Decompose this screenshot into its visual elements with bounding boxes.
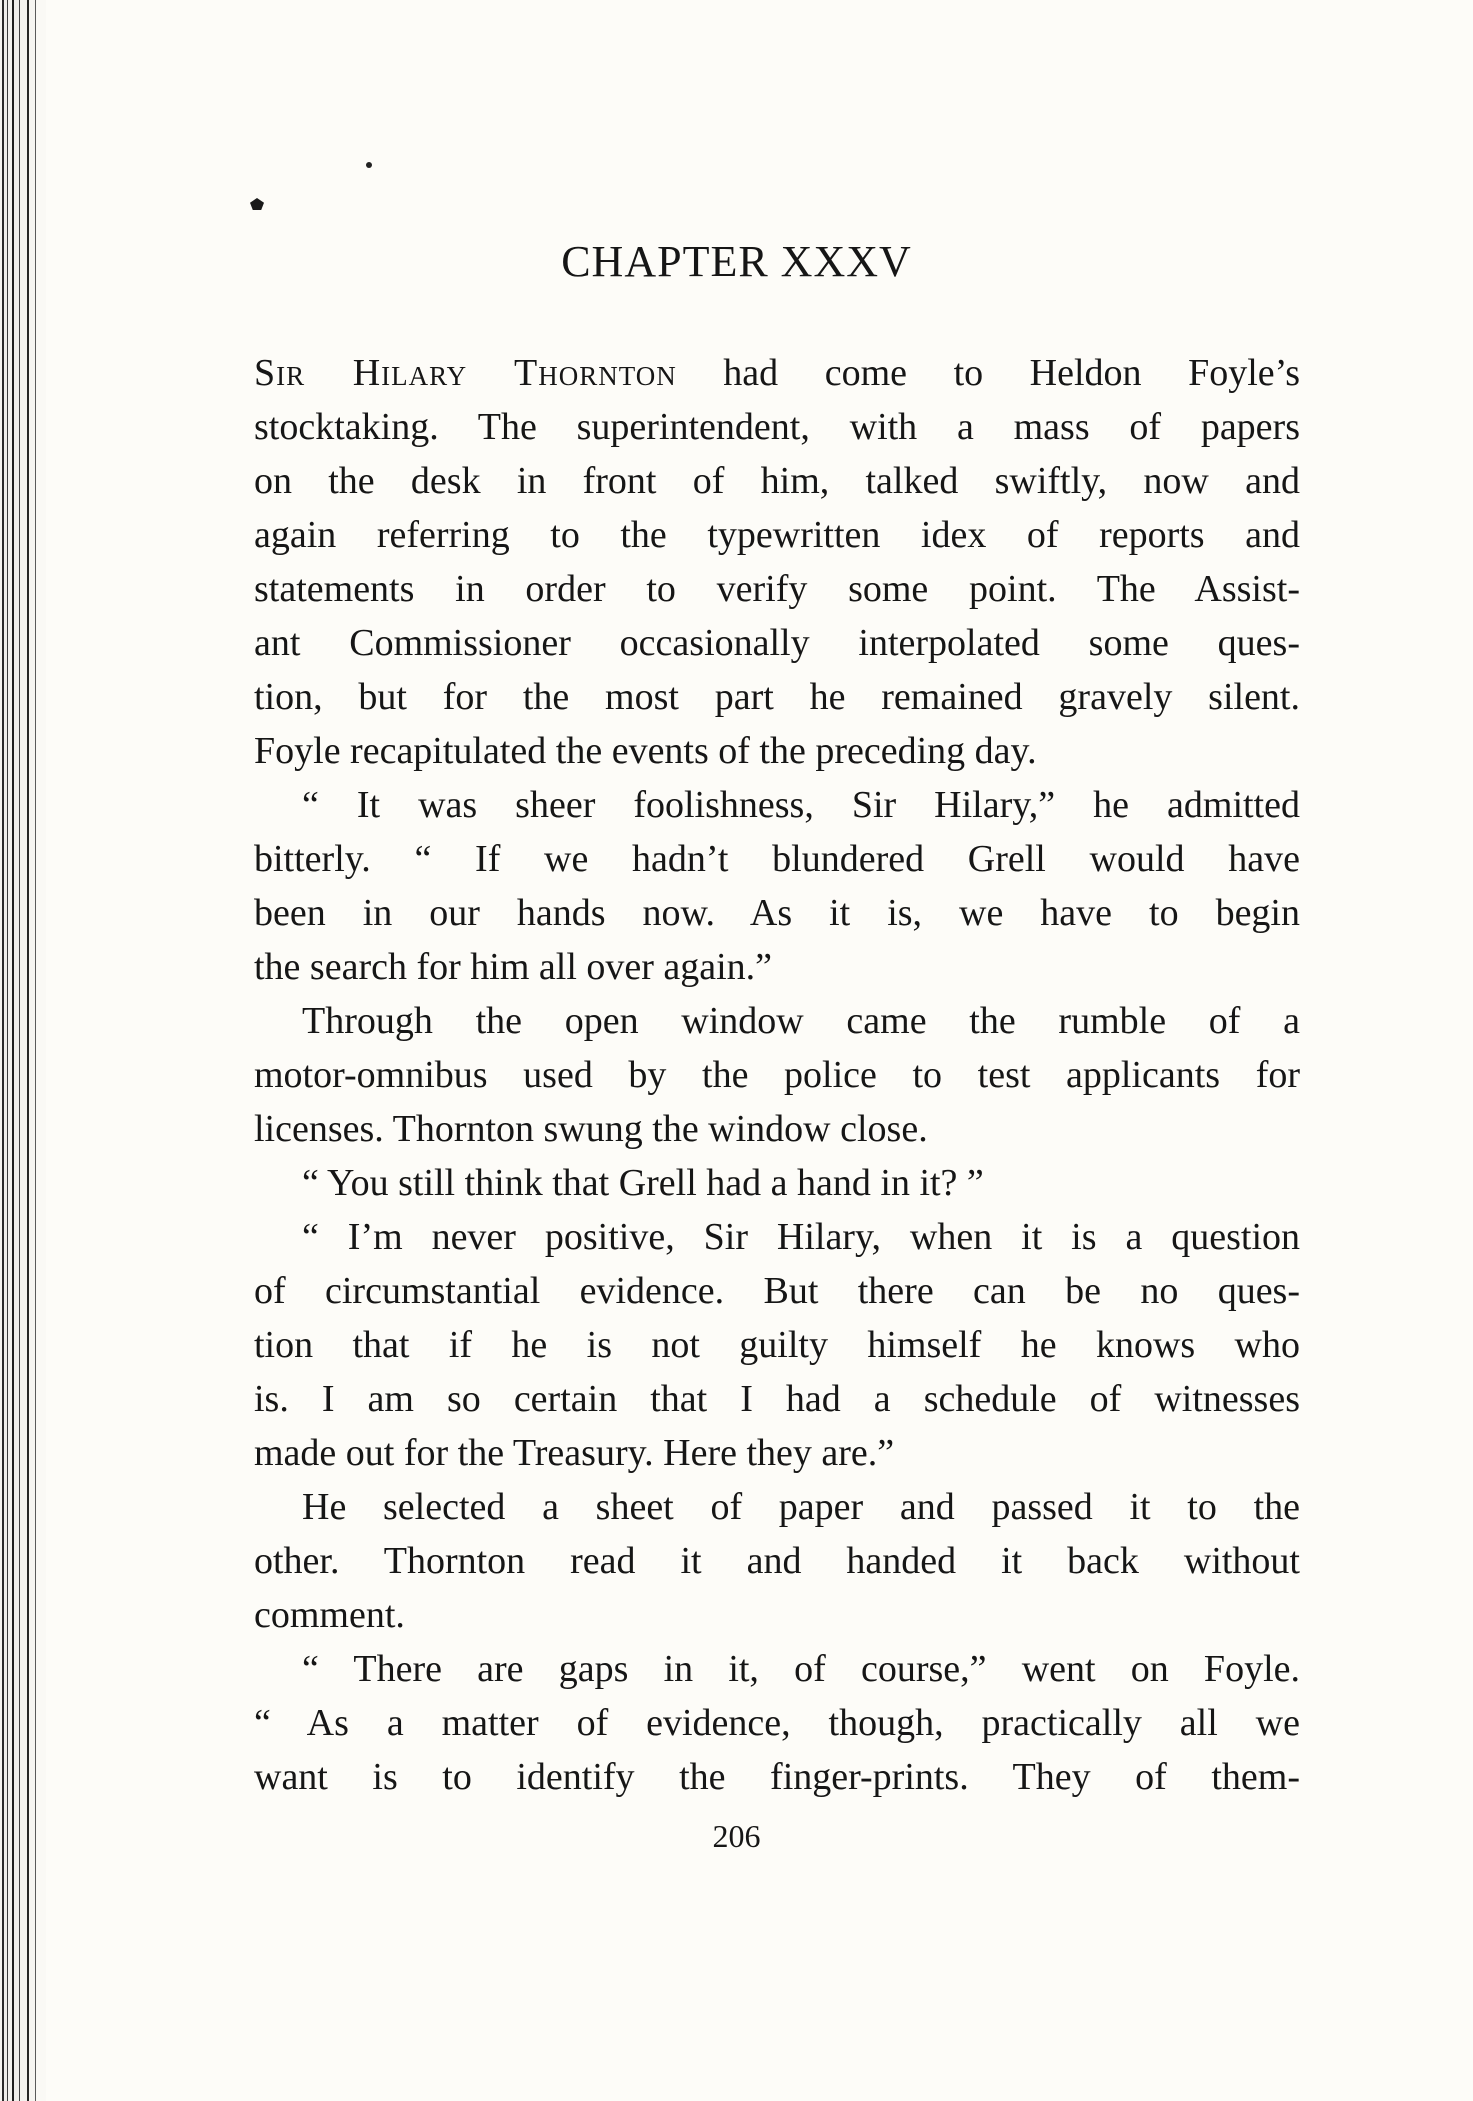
text-line: bitterly. “ If we hadn’t blundered Grell would have <box>254 838 1300 880</box>
text-line: want is to identify the finger-prints. They of them- <box>254 1756 1300 1798</box>
text-line: made out for the Treasury. Here they are.” <box>254 1432 895 1474</box>
text-line: tion, but for the most part he remained gravely silent. <box>254 676 1300 718</box>
text-line: “ I’m never positive, Sir Hilary, when it is a question <box>302 1216 1300 1258</box>
text-line: Through the open window came the rumble of a <box>302 1000 1300 1042</box>
text-line: ant Commissioner occasionally interpolated some ques- <box>254 622 1300 664</box>
text-line: tion that if he is not guilty himself he knows who <box>254 1324 1300 1366</box>
text-line: is. I am so certain that I had a schedule of witnesses <box>254 1378 1300 1420</box>
text-line: “ You still think that Grell had a hand in it? ” <box>302 1162 984 1204</box>
ink-blot <box>250 198 264 210</box>
text-line: statements in order to verify some point. The Assist- <box>254 568 1300 610</box>
text-line: been in our hands now. As it is, we have to begin <box>254 892 1300 934</box>
book-binding-edge <box>0 0 46 2101</box>
text-line: Foyle recapitulated the events of the preceding day. <box>254 730 1037 772</box>
text-line: again referring to the typewritten idex of reports and <box>254 514 1300 556</box>
chapter-body <box>254 346 1300 1804</box>
text-line: of circumstantial evidence. But there can be no ques- <box>254 1270 1300 1312</box>
text-line: on the desk in front of him, talked swiftly, now and <box>254 460 1300 502</box>
opening-rest: had come to Heldon Foyle’s <box>723 352 1301 394</box>
opening-name: Sir Hilary Thornton <box>254 352 677 394</box>
text-line: stocktaking. The superintendent, with a mass of papers <box>254 406 1300 448</box>
text-line: the search for him all over again.” <box>254 946 773 988</box>
chapter-title: CHAPTER XXXV <box>561 237 912 286</box>
text-line: comment. <box>254 1594 405 1636</box>
text-line: “ It was sheer foolishness, Sir Hilary,” he admitted <box>302 784 1300 826</box>
text-lines <box>254 400 1300 1804</box>
text-line: “ As a matter of evidence, though, practically all we <box>254 1702 1300 1744</box>
ink-speck <box>366 162 372 168</box>
text-line: “ There are gaps in it, of course,” went on Foyle. <box>302 1648 1300 1690</box>
text-line: motor-omnibus used by the police to test applicants for <box>254 1054 1300 1096</box>
opening-line <box>254 346 1300 400</box>
text-line: other. Thornton read it and handed it back without <box>254 1540 1300 1582</box>
page-number: 206 <box>712 1818 761 1854</box>
text-line: licenses. Thornton swung the window close. <box>254 1108 928 1150</box>
text-line: He selected a sheet of paper and passed it to the <box>302 1486 1300 1528</box>
